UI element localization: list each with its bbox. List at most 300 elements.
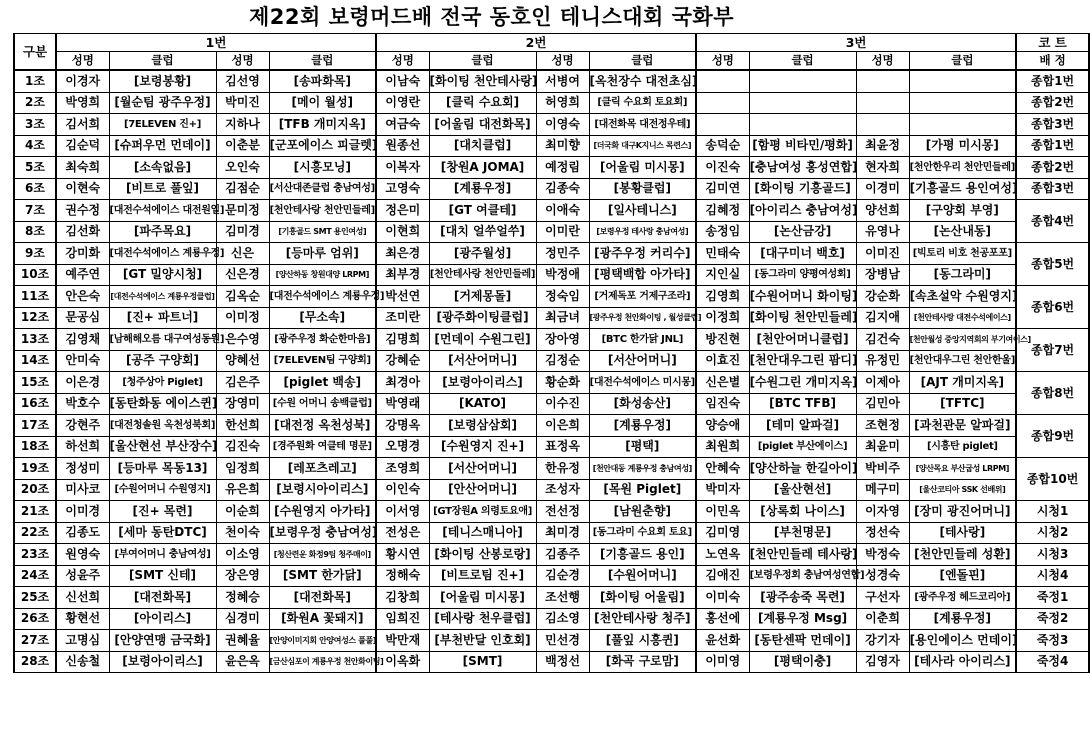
player-name: 노연옥 (696, 544, 749, 566)
player-name: 김순덕 (56, 135, 109, 157)
player-name: 김미연 (696, 178, 749, 200)
player-name: 이정희 (696, 307, 749, 329)
group-label: 4조 (14, 135, 56, 157)
player-club: [SMT] (429, 651, 536, 673)
table-row (14, 587, 1089, 609)
court-assignment: 시청2 (1016, 522, 1089, 544)
player-name: 황시연 (376, 544, 429, 566)
group-label: 20조 (14, 479, 56, 501)
player-club: [진+ 파트너] (109, 307, 216, 329)
group-label: 22조 (14, 522, 56, 544)
table-row (14, 264, 1089, 286)
group-label: 3조 (14, 114, 56, 136)
player-name: 최윤미 (856, 436, 909, 458)
player-name: 강혜순 (376, 350, 429, 372)
group-label: 23조 (14, 544, 56, 566)
player-club: [대전수석에이스 계룡우정] (109, 243, 216, 265)
player-name: 정해숙 (376, 565, 429, 587)
player-name: 고명심 (56, 630, 109, 652)
court-assignment: 종합3번 (1016, 178, 1089, 200)
court-assignment: 시청4 (1016, 565, 1089, 587)
player-club: [대전수석에이스 대전원일] (109, 200, 216, 222)
player-club: [동탄화동 에이스퀸] (109, 393, 216, 415)
player-name: 김창희 (376, 587, 429, 609)
player-name: 이영란 (376, 92, 429, 114)
court-assignment: 종합2번 (1016, 157, 1089, 179)
player-club: [천안어머니클럽] (749, 329, 856, 351)
player-name: 임진숙 (696, 393, 749, 415)
player-club: [시흥탄 piglet] (909, 436, 1016, 458)
player-name: 메구미 (856, 479, 909, 501)
player-name: 오인숙 (216, 157, 269, 179)
player-name: 허영희 (536, 92, 589, 114)
player-name: 안은숙 (56, 286, 109, 308)
player-club: [엔돌핀] (909, 565, 1016, 587)
player-club: [울산코티아 SSK 선배위] (909, 479, 1016, 501)
player-club: [대치클럽] (429, 135, 536, 157)
player-name: 강명옥 (376, 415, 429, 437)
player-name: 이순희 (216, 501, 269, 523)
table-row (14, 92, 1089, 114)
player-name: 박정애 (536, 264, 589, 286)
player-name: 박정숙 (856, 544, 909, 566)
player-name: 김건숙 (856, 329, 909, 351)
player-club: [거제몽돌] (429, 286, 536, 308)
player-club: [광주월성] (429, 243, 536, 265)
player-club: [화이팅 산봉로랑] (429, 544, 536, 566)
player-name: 신은 (216, 243, 269, 265)
player-name: 윤은옥 (216, 651, 269, 673)
player-club: [수원어머니 수원영지] (109, 479, 216, 501)
page-title: 제22회 보령머드배 전국 동호인 테니스대회 국화부 (249, 5, 734, 29)
court-assignment: 죽정3 (1016, 630, 1089, 652)
player-name: 문미정 (216, 200, 269, 222)
player-name: 장영미 (216, 393, 269, 415)
player-club: [테니스매니아] (429, 522, 536, 544)
player-club: [어울림 미시몽] (429, 587, 536, 609)
player-name: 이현숙 (56, 178, 109, 200)
player-name: 한선희 (216, 415, 269, 437)
court-assignment: 종합2번 (1016, 92, 1089, 114)
player-name: 신송철 (56, 651, 109, 673)
court-assignment: 종합5번 (1016, 243, 1089, 286)
player-name: 심경미 (216, 608, 269, 630)
table-row (14, 350, 1089, 372)
table-row (14, 458, 1089, 480)
court-assignment: 종합3번 (1016, 114, 1089, 136)
player-club: [안양이미지회 안양여성스 풀풀] (269, 630, 376, 652)
player-club: [동그라미 양평여성회] (749, 264, 856, 286)
player-club: [기흥골드 용인여성] (909, 178, 1016, 200)
player-club: [용인에이스 먼데이] (909, 630, 1016, 652)
player-club: [소속없음] (109, 157, 216, 179)
player-name: 장은영 (216, 565, 269, 587)
table-row (14, 651, 1089, 673)
player-name: 방진현 (696, 329, 749, 351)
table-row (14, 393, 1089, 415)
player-club: [비트로팀 진+] (429, 565, 536, 587)
player-name: 박미자 (696, 479, 749, 501)
player-club: [piglet 백송] (269, 372, 376, 394)
player-name: 김혜정 (696, 200, 749, 222)
player-club: [부천반달 인호회] (429, 630, 536, 652)
player-club: [부여어머니 충남여성] (109, 544, 216, 566)
player-club (749, 114, 856, 136)
player-club: [옥천장수 대전초심] (589, 70, 696, 92)
player-club: [부천명문] (749, 522, 856, 544)
player-club: [보령시아이리스] (269, 479, 376, 501)
player-name: 강순화 (856, 286, 909, 308)
player-club: [수원영지 진+] (429, 436, 536, 458)
player-name: 양선희 (856, 200, 909, 222)
player-club: [천안테사랑 청주] (589, 608, 696, 630)
player-club: [클릭 수요회 토요회] (589, 92, 696, 114)
player-name: 최부경 (376, 264, 429, 286)
table-row (14, 157, 1089, 179)
player-name: 김진숙 (216, 436, 269, 458)
player-name: 신선희 (56, 587, 109, 609)
group-label: 27조 (14, 630, 56, 652)
player-club: [함평 비타민/평화] (749, 135, 856, 157)
header-team-1: 1번 (56, 34, 376, 52)
header-club: 클럽 (269, 52, 376, 71)
player-club: [수원그린 개미지옥] (749, 372, 856, 394)
header-club: 클럽 (109, 52, 216, 71)
player-club: [BTC TFB] (749, 393, 856, 415)
player-club: [광주우정 화순한마음] (269, 329, 376, 351)
player-name: 안미숙 (56, 350, 109, 372)
player-name: 원종선 (376, 135, 429, 157)
player-club: [화곡 구로맘] (589, 651, 696, 673)
player-name: 최원희 (696, 436, 749, 458)
player-name: 박미진 (216, 92, 269, 114)
player-club: [시흥모닝] (269, 157, 376, 179)
group-label: 10조 (14, 264, 56, 286)
player-club: [파주목요] (109, 221, 216, 243)
player-name: 박영희 (56, 92, 109, 114)
player-name: 조미란 (376, 307, 429, 329)
player-name: 김옥순 (216, 286, 269, 308)
player-name: 전성은 (376, 522, 429, 544)
player-club: [광주송죽 목련] (749, 587, 856, 609)
player-club: [송파화목] (269, 70, 376, 92)
player-name: 민선경 (536, 630, 589, 652)
player-name: 이경자 (56, 70, 109, 92)
player-club: [창원A JOMA] (429, 157, 536, 179)
court-assignment: 종합9번 (1016, 415, 1089, 458)
player-name: 김종도 (56, 522, 109, 544)
player-club: [평택백합 아가타] (589, 264, 696, 286)
player-name: 박선연 (376, 286, 429, 308)
player-name: 강기자 (856, 630, 909, 652)
player-club: [울산현선] (749, 479, 856, 501)
player-name: 김서희 (56, 114, 109, 136)
table-row (14, 135, 1089, 157)
player-club: [등마루 엄위] (269, 243, 376, 265)
group-label: 28조 (14, 651, 56, 673)
group-label: 24조 (14, 565, 56, 587)
court-assignment: 종합8번 (1016, 372, 1089, 415)
player-club: [대구미너 백호] (749, 243, 856, 265)
player-name: 양혜선 (216, 350, 269, 372)
player-name: 이미숙 (696, 587, 749, 609)
player-name: 이서영 (376, 501, 429, 523)
player-name: 김애진 (696, 565, 749, 587)
player-club: [동그라미] (909, 264, 1016, 286)
player-club: [어울림 미시몽] (589, 157, 696, 179)
player-name: 정숙임 (536, 286, 589, 308)
player-club: [평택] (589, 436, 696, 458)
player-club: [아이리스] (109, 608, 216, 630)
player-club: [천안민들레 성환] (909, 544, 1016, 566)
player-club: [금산심포이 계룡우정 천안화이팅] (269, 651, 376, 673)
table-row (14, 200, 1089, 222)
player-club: [piglet 부산에이스] (749, 436, 856, 458)
player-club: [보령우정회 충남여성연합] (749, 565, 856, 587)
player-club: [빅토리 비호 천공포포] (909, 243, 1016, 265)
player-name: 김지애 (856, 307, 909, 329)
player-club: [7ELEVEN팀 구양회] (269, 350, 376, 372)
group-label: 7조 (14, 200, 56, 222)
player-club: [서산어머니] (429, 458, 536, 480)
table-row (14, 178, 1089, 200)
player-name: 천이숙 (216, 522, 269, 544)
player-club: [대전수석에이스 미시몽] (589, 372, 696, 394)
player-name: 예주연 (56, 264, 109, 286)
player-name: 최윤정 (856, 135, 909, 157)
player-club: [세마 동탄DTC] (109, 522, 216, 544)
player-name: 이소영 (216, 544, 269, 566)
player-name: 강미화 (56, 243, 109, 265)
player-name: 김영채 (56, 329, 109, 351)
player-name: 서병여 (536, 70, 589, 92)
player-club: [수원어머니 화이팅] (749, 286, 856, 308)
player-club: [과천관문 알파걸] (909, 415, 1016, 437)
player-club: [상록회 나이스] (749, 501, 856, 523)
player-name: 이미정 (216, 307, 269, 329)
player-name: 신은별 (696, 372, 749, 394)
player-name: 김순경 (536, 565, 589, 587)
player-name: 유은희 (216, 479, 269, 501)
player-club: [대치 얼쑤얼쑤] (429, 221, 536, 243)
court-assignment: 죽정2 (1016, 608, 1089, 630)
player-name: 이옥화 (376, 651, 429, 673)
player-club (909, 92, 1016, 114)
player-club: [군포에이스 피글렛] (269, 135, 376, 157)
player-club: [대전정 옥천성북] (269, 415, 376, 437)
player-name: 이경미 (856, 178, 909, 200)
player-club: [일사테니스] (589, 200, 696, 222)
player-club: [광주우정 천안화이팅 , 월성클럽] (589, 307, 696, 329)
player-name: 이효진 (696, 350, 749, 372)
court-assignment: 종합1번 (1016, 135, 1089, 157)
player-club: [천안대우그린 천안한울] (909, 350, 1016, 372)
player-name: 김영희 (696, 286, 749, 308)
player-club: [등마루 목동13] (109, 458, 216, 480)
player-name: 이애숙 (536, 200, 589, 222)
player-name: 이영숙 (536, 114, 589, 136)
player-name: 이은경 (56, 372, 109, 394)
player-club: [무소속] (269, 307, 376, 329)
header-assign: 배 정 (1016, 52, 1089, 71)
player-name: 최미경 (536, 522, 589, 544)
player-club: [서산어머니] (429, 350, 536, 372)
court-assignment: 시청3 (1016, 544, 1089, 566)
player-name: 김소영 (536, 608, 589, 630)
player-name: 권수정 (56, 200, 109, 222)
player-club: [수원어머니] (589, 565, 696, 587)
player-club: [대전청솔원 옥천성북회] (109, 415, 216, 437)
player-club: [천안한우리 천안민들레] (909, 157, 1016, 179)
table-row (14, 415, 1089, 437)
player-name: 이복자 (376, 157, 429, 179)
player-club: [TFTC] (909, 393, 1016, 415)
player-club: [계룡우정] (589, 415, 696, 437)
header-name: 성명 (376, 52, 429, 71)
player-club: [서산어머니] (589, 350, 696, 372)
player-name: 표정옥 (536, 436, 589, 458)
player-name: 임정희 (216, 458, 269, 480)
player-club: [대전수석에이스 계룡우정] (269, 286, 376, 308)
player-club: [메이 월성] (269, 92, 376, 114)
player-name: 김선영 (216, 70, 269, 92)
player-club: [보령아이리스] (109, 651, 216, 673)
table-row (14, 501, 1089, 523)
player-club: [어울림 대전화목] (429, 114, 536, 136)
player-club: [청주상아 Piglet] (109, 372, 216, 394)
player-club: [계룡우정] (429, 178, 536, 200)
table-row (14, 329, 1089, 351)
player-name: 이미진 (856, 243, 909, 265)
player-name: 유정민 (856, 350, 909, 372)
bracket-table (13, 33, 1090, 673)
player-name: 정선숙 (856, 522, 909, 544)
player-name: 박호수 (56, 393, 109, 415)
player-club: [계룡우정] (909, 608, 1016, 630)
player-name: 김영자 (856, 651, 909, 673)
player-name: 임희진 (376, 608, 429, 630)
group-label: 15조 (14, 372, 56, 394)
player-club: [구양회 부영] (909, 200, 1016, 222)
player-club (749, 92, 856, 114)
player-club: [슈퍼우먼 먼데이] (109, 135, 216, 157)
player-club: [울산현선 부산장수] (109, 436, 216, 458)
player-name: 김민아 (856, 393, 909, 415)
player-club: [천안대동 계룡우정 충남여성] (589, 458, 696, 480)
table-row (14, 372, 1089, 394)
player-name: 김종주 (536, 544, 589, 566)
table-row (14, 70, 1089, 92)
player-name: 김미경 (216, 221, 269, 243)
player-name: 김종숙 (536, 178, 589, 200)
player-name: 김점순 (216, 178, 269, 200)
player-club: [기흥골드 SMT 용인여성] (269, 221, 376, 243)
court-assignment: 죽정1 (1016, 587, 1089, 609)
player-name: 최금녀 (536, 307, 589, 329)
player-club: [테미 알파걸] (749, 415, 856, 437)
table-row (14, 608, 1089, 630)
player-name: 강현주 (56, 415, 109, 437)
player-club: [양산목요 부산굽성 LRPM] (909, 458, 1016, 480)
player-name: 성윤주 (56, 565, 109, 587)
player-club: [남해해오름 대구여성동원] (109, 329, 216, 351)
group-label: 19조 (14, 458, 56, 480)
player-name: 권혜율 (216, 630, 269, 652)
player-club: [보령삼삼회] (429, 415, 536, 437)
player-name (696, 114, 749, 136)
group-label: 1조 (14, 70, 56, 92)
player-club: [수원 어머니 송백클럽] (269, 393, 376, 415)
player-club: [보령봉황] (109, 70, 216, 92)
player-name: 황순화 (536, 372, 589, 394)
player-name: 현자희 (856, 157, 909, 179)
table-row (14, 307, 1089, 329)
group-label: 26조 (14, 608, 56, 630)
player-name: 이미란 (536, 221, 589, 243)
player-club: [청산련운 화정9팀 청주매이] (269, 544, 376, 566)
player-name: 구선자 (856, 587, 909, 609)
player-club: [클릭 수요회] (429, 92, 536, 114)
player-club: [KATO] (429, 393, 536, 415)
player-club: [천안테사랑 대전수석에이스] (909, 307, 1016, 329)
header-club: 클럽 (909, 52, 1016, 71)
court-assignment: 시청1 (1016, 501, 1089, 523)
player-name: 조영희 (376, 458, 429, 480)
player-name (696, 92, 749, 114)
group-label: 8조 (14, 221, 56, 243)
header-club: 클럽 (429, 52, 536, 71)
player-name: 윤선화 (696, 630, 749, 652)
player-name: 이현희 (376, 221, 429, 243)
court-assignment: 종합6번 (1016, 286, 1089, 329)
player-club: [동탄센팍 먼데이] (749, 630, 856, 652)
group-label: 16조 (14, 393, 56, 415)
table-row (14, 479, 1089, 501)
player-club: [동그라미 수요회 토요] (589, 522, 696, 544)
player-club: [화이팅 천안테사랑] (429, 70, 536, 92)
player-club: [7ELEVEN 진+] (109, 114, 216, 136)
group-label: 18조 (14, 436, 56, 458)
player-club: [SMT 신테] (109, 565, 216, 587)
group-label: 11조 (14, 286, 56, 308)
player-club: [광주우정 헤드코리아] (909, 587, 1016, 609)
player-club (749, 70, 856, 92)
player-club: [광주화이팅클럽] (429, 307, 536, 329)
table-row (14, 436, 1089, 458)
court-assignment: 종합10번 (1016, 458, 1089, 501)
player-club: [보령우정 테사랑 충남여성] (589, 221, 696, 243)
player-name: 이미영 (696, 651, 749, 673)
player-name: 전선정 (536, 501, 589, 523)
player-name: 이춘분 (216, 135, 269, 157)
player-name: 정은미 (376, 200, 429, 222)
player-name: 이수진 (536, 393, 589, 415)
player-name (856, 70, 909, 92)
player-name: 정성미 (56, 458, 109, 480)
player-name: 이제아 (856, 372, 909, 394)
player-club: [화이팅 어울림] (589, 587, 696, 609)
header-team-2: 2번 (376, 34, 696, 52)
player-club: [충남여성 홍성연합] (749, 157, 856, 179)
player-name: 지하나 (216, 114, 269, 136)
table-row (14, 243, 1089, 265)
player-club: [안산어머니] (429, 479, 536, 501)
header-team-3: 3번 (696, 34, 1016, 52)
player-club: [풀잎 시흥퀸] (589, 630, 696, 652)
court-assignment: 죽정4 (1016, 651, 1089, 673)
player-club: [TFB 개미지옥] (269, 114, 376, 136)
player-name: 최미향 (536, 135, 589, 157)
